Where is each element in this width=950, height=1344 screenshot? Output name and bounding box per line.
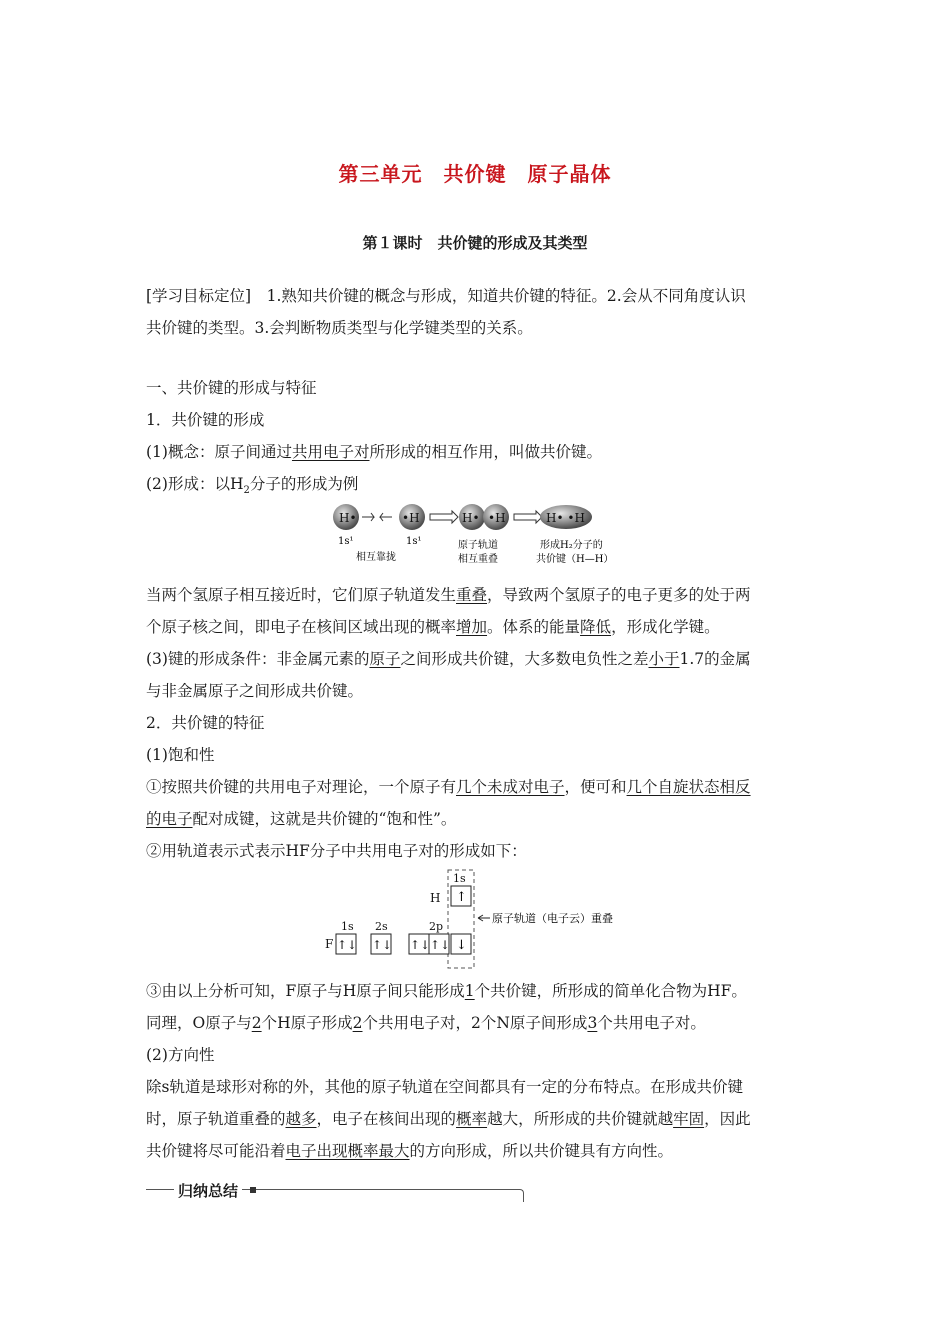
svg-text:2s: 2s — [375, 920, 388, 933]
svg-text:原子轨道: 原子轨道 — [458, 540, 498, 551]
overlap-para-line-1: 当两个氢原子相互接近时，它们原子轨道发生重叠，导致两个氢原子的电子更多的处于两 — [146, 586, 751, 604]
svg-text:1s¹: 1s¹ — [406, 536, 422, 547]
svg-text:共价键（H—H）: 共价键（H—H） — [536, 554, 614, 565]
direction-line-2: 时，原子轨道重叠的越多，电子在核间出现的概率越大，所形成的共价键就越牢固，因此 — [146, 1110, 751, 1128]
concept-line: (1)概念：原子间通过共用电子对所形成的相互作用，叫做共价键。 — [146, 443, 602, 461]
conclusion-line-2: 同理，O原子与2个H原子形成2个共用电子对，2个N原子间形成3个共用电子对。 — [146, 1014, 706, 1032]
saturation-heading: (1)饱和性 — [146, 746, 215, 764]
svg-text:H• •H: H• •H — [546, 511, 585, 525]
svg-text:↑↓: ↑↓ — [410, 938, 431, 952]
overlap-para-line-2: 个原子核之间，即电子在核间区域出现的概率增加。体系的能量降低，形成化学键。 — [146, 618, 720, 636]
direction-line-1: 除s轨道是球形对称的外，其他的原子轨道在空间都具有一定的分布特点。在形成共价键 — [146, 1078, 743, 1096]
condition-line-1: (3)键的形成条件：非金属元素的原子之间形成共价键，大多数电负性之差小于1.7的金属 — [146, 650, 751, 668]
page-title: 第三单元 共价键 原子晶体 — [338, 162, 612, 186]
direction-line-3: 共价键将尽可能沿着电子出现概率最大的方向形成，所以共价键具有方向性。 — [146, 1142, 674, 1160]
saturation-line-2: 的电子配对成键，这就是共价键的“饱和性”。 — [146, 810, 457, 828]
svg-text:↑↓: ↑↓ — [337, 938, 358, 952]
conclusion-line-1: ③由以上分析可知，F原子与H原子间只能形成1个共价键，所形成的简单化合物为HF。 — [146, 982, 747, 1000]
svg-text:1s¹: 1s¹ — [338, 536, 354, 547]
bullet-square-icon — [250, 1187, 256, 1193]
svg-text:原子轨道（电子云）重叠: 原子轨道（电子云）重叠 — [492, 912, 613, 925]
summary-label: 归纳总结 — [174, 1180, 242, 1201]
condition-line-2: 与非金属原子之间形成共价键。 — [146, 682, 364, 700]
h2-formation-diagram — [326, 500, 626, 572]
svg-text:•H: •H — [488, 511, 506, 525]
svg-text:F: F — [325, 937, 334, 951]
hf-orbital-diagram — [322, 868, 632, 972]
objectives-line-1: [学习目标定位] 1.熟知共价键的概念与形成，知道共价键的特征。2.会从不同角度认识 — [146, 287, 746, 305]
svg-text:1s: 1s — [341, 920, 354, 933]
saturation-line-3: ②用轨道表示式表示HF分子中共用电子对的形成如下： — [146, 842, 527, 860]
svg-text:↑↓: ↑↓ — [430, 938, 451, 952]
svg-text:相互靠拢: 相互靠拢 — [356, 552, 396, 563]
saturation-line-1: ①按照共价键的共用电子对理论，一个原子有几个未成对电子，便可和几个自旋状态相反 — [146, 778, 751, 796]
subsection-heading-1: 1．共价键的形成 — [146, 411, 265, 429]
summary-box-header — [146, 1180, 524, 1200]
svg-text:形成H₂分子的: 形成H₂分子的 — [540, 540, 603, 551]
svg-text:2p: 2p — [429, 920, 444, 933]
svg-text:相互重叠: 相互重叠 — [458, 554, 498, 565]
svg-text:•H: •H — [402, 511, 420, 525]
svg-text:↑↓: ↑↓ — [372, 938, 393, 952]
svg-text:H: H — [430, 891, 441, 905]
direction-heading: (2)方向性 — [146, 1046, 215, 1064]
svg-text:H•: H• — [339, 511, 357, 525]
svg-text:1s: 1s — [453, 872, 466, 885]
section-heading: 一、共价键的形成与特征 — [146, 379, 317, 397]
lesson-subtitle: 第１课时 共价键的形成及其类型 — [362, 234, 588, 252]
svg-text:H•: H• — [462, 511, 480, 525]
objectives-line-2: 共价键的类型。3.会判断物质类型与化学键类型的关系。 — [146, 319, 533, 337]
svg-text:↓: ↓ — [456, 938, 467, 953]
svg-text:↑: ↑ — [456, 890, 467, 905]
formation-line: (2)形成：以$H_2$分子的形成为例 — [146, 475, 359, 497]
subsection-heading-2: 2．共价键的特征 — [146, 714, 265, 732]
